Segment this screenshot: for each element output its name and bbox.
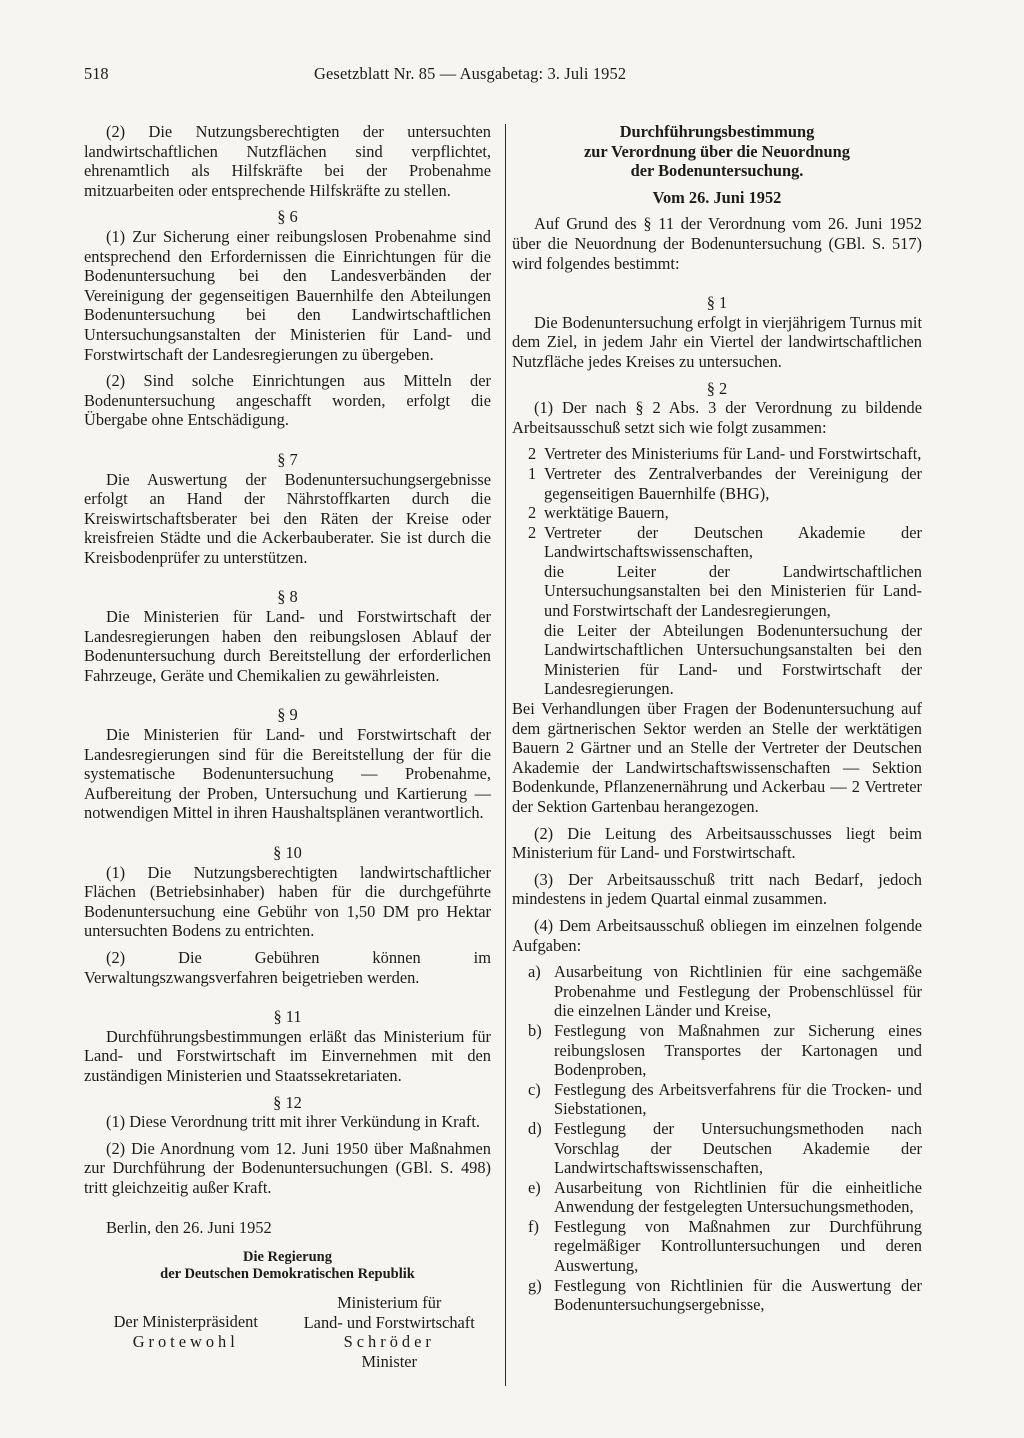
section-heading: § 12 [273,1092,302,1112]
list-item [512,962,922,1021]
list-text: Festlegung von Maßnahmen zur Sicherung eines reibungslosen Transportes der Kartonagen und Bodenproben, [554,1020,922,1080]
paragraph: Bei Verhandlungen über Fragen der Bodenuntersuchung auf dem gärtnerischen Sektor werden an Stelle der werktätigen Bauern 2 Gärtner und an Stelle der Vertreter der Deutschen Akademie der Landwirtschaftswissenschaften — Sektion Bodenkunde, Pflanzenernährung und Ackerbau — 2 Vertreter der Sektion Gartenbau herangezogen. [512,699,922,816]
section-heading: § 1 [706,293,728,313]
section-heading: § 2 [706,378,728,398]
list-text: Vertreter des Ministeriums für Land- und Forstwirtschaft, [544,444,922,464]
list-text: Ausarbeitung von Richtlinien für eine sachgemäße Probenahme und Festlegung der Probenschlüssel für die einzelnen Länder und Kreise, [554,962,922,1021]
paragraph: (3) Der Arbeitsausschuß tritt nach Bedarf, jedoch mindestens in jedem Quartal einmal zusammen. [512,869,922,909]
list-item [512,444,922,464]
signatory-name: Schröder [343,1332,435,1352]
signatory-name: Grotewohl [132,1331,239,1351]
list-item [512,1217,922,1276]
signatory-left [84,1293,288,1371]
list-continuation: die Leiter der Abteilungen Bodenuntersuchung der Landwirtschaftlichen Untersuchungsanstalten bei den Ministerien für Land- und Forstwirtschaft der Landesregierungen. [544,620,922,699]
signature-block [84,1249,491,1371]
list-label: c) [528,1079,541,1099]
list-text: Festlegung von Richtlinien für die Auswertung der Bodenuntersuchungsergebnisse, [554,1275,922,1315]
section-heading: § 10 [273,843,302,862]
place-date: Berlin, den 26. Juni 1952 [106,1217,272,1237]
list-item [512,1021,922,1080]
member-list [512,444,922,699]
paragraph: Die Auswertung der Bodenuntersuchungsergebnisse erfolgt an Hand der Nährstoffkarten durch die Kreiswirtschaftsberater bei den Räten der Kreise oder kreisfreien Städte und die Ackerbauberater. Sie ist durch die Kreisbodenprüfer zu unterstützen. [84,469,491,567]
paragraph: (2) Sind solche Einrichtungen aus Mitteln der Bodenuntersuchung angeschafft worden, erfolgt die Übergabe ohne Entschädigung. [84,371,491,430]
list-item [512,1178,922,1217]
right-column [512,122,922,1315]
signatory-title: Minister [361,1351,418,1371]
paragraph: (2) Die Leitung des Arbeitsausschusses liegt beim Ministerium für Land- und Forstwirtschaft. [512,823,922,863]
signatory-role: Ministerium für [337,1293,442,1313]
list-label: g) [528,1275,542,1295]
list-number: 1 [528,463,537,483]
paragraph: (2) Die Anordnung vom 12. Juni 1950 über Maßnahmen zur Durchführung der Bodenuntersuchungen (GBl. S. 498) tritt gleichzeitig außer Kraft. [84,1138,491,1197]
column-divider [505,124,506,1386]
paragraph: Die Ministerien für Land- und Forstwirtschaft der Landesregierungen sind für die Bereitstellung der für die systematische Bodenuntersuchung — Probenahme, Aufbereitung der Proben, Untersuchung und Kartierung — notwendigen Mittel in ihren Haushaltsplänen verantwortlich. [84,725,491,823]
paragraph: (1) Der nach § 2 Abs. 3 der Verordnung zu bildende Arbeitsausschuß setzt sich wie folgt zusammen: [512,398,922,437]
list-text: Ausarbeitung von Richtlinien für die einheitliche Anwendung der festgelegten Untersuchungsmethoden, [554,1177,922,1217]
list-item [512,1276,922,1315]
section-heading: § 7 [277,449,298,469]
page-header [84,64,696,86]
list-label: d) [528,1118,542,1138]
document-date: Vom 26. Juni 1952 [652,187,782,207]
left-column [84,122,491,1371]
paragraph: (2) Die Nutzungsberechtigten der untersuchten landwirtschaftlichen Nutzflächen sind verpflichtet, ehrenamtlich als Hilfskräfte bei der Probenahme mitzuarbeiten oder entsprechende Hilfskräfte zu stellen. [84,122,491,200]
paragraph: (1) Diese Verordnung tritt mit ihrer Verkündung in Kraft. [106,1112,481,1132]
signatory-role: Der Ministerpräsident [113,1312,258,1332]
section-heading: § 8 [277,587,298,607]
signatories [84,1293,491,1371]
list-text: Festlegung der Untersuchungsmethoden nach Vorschlag der Deutschen Akademie der Landwirtschaftswissenschaften, [554,1118,922,1178]
list-number: 2 [528,522,537,542]
list-text: Festlegung von Maßnahmen zur Durchführung regelmäßiger Kontrolluntersuchungen und deren Auswertung, [554,1216,922,1276]
paragraph: Durchführungsbestimmungen erläßt das Ministerium für Land- und Forstwirtschaft im Einvernehmen mit den zuständigen Ministerien und Staatssekretariaten. [84,1026,491,1085]
section-heading: § 6 [277,207,298,227]
list-item [512,503,922,523]
list-text: Vertreter der Deutschen Akademie der Landwirtschaftswissenschaften, [544,522,922,562]
list-label: a) [528,962,541,982]
list-label: e) [528,1177,541,1197]
list-number: 2 [528,444,537,464]
task-list [512,962,922,1315]
list-number: 2 [528,503,537,523]
paragraph: (1) Die Nutzungsberechtigten landwirtschaftlicher Flächen (Betriebsinhaber) haben für die durchgeführte Bodenuntersuchung eine Gebühr von 1,50 DM pro Hektar untersuchten Bodens zu entrichten. [84,862,491,941]
government-line-1: Die Regierung [243,1249,332,1266]
paragraph: (2) Die Gebühren können im Verwaltungszwangsverfahren beigetrieben werden. [84,947,491,987]
document-title: der Bodenuntersuchung. [630,161,804,181]
section-heading: § 11 [273,1007,302,1027]
page-number: 518 [84,64,109,83]
list-label: f) [528,1216,539,1236]
paragraph: Auf Grund des § 11 der Verordnung vom 26. Juni 1952 über die Neuordnung der Bodenuntersuchung (GBl. S. 517) wird folgendes bestimmt: [512,214,922,273]
signatory-right [288,1293,492,1371]
paragraph: Die Ministerien für Land- und Forstwirtschaft der Landesregierungen haben den reibungslosen Ablauf der Bodenuntersuchung durch Bereitstellung der erforderlichen Fahrzeuge, Geräte und Chemikalien zu gewährleisten. [84,607,491,685]
list-item [512,1080,922,1119]
list-text: Festlegung des Arbeitsverfahrens für die Trocken- und Siebstationen, [554,1079,922,1119]
document-title: zur Verordnung über die Neuordnung [584,141,850,161]
list-label: b) [528,1020,542,1040]
section-heading: § 9 [277,705,298,725]
government-line-2: der Deutschen Demokratischen Republik [160,1266,415,1283]
document-title: Durchführungsbestimmung [619,122,815,141]
list-text: werktätige Bauern, [544,503,669,523]
paragraph: (1) Zur Sicherung einer reibungslosen Probenahme sind entsprechend den Erfordernissen die Einrichtungen für die Bodenuntersuchung bei den Landesverbänden der Vereinigung der gegenseitigen Bauernhilfe den Abteilungen Bodenuntersuchung bei den Landwirtschaftlichen Untersuchungsanstalten der Ministerien für Land- und Forstwirtschaft der Landesregierungen zu übergeben. [84,226,491,364]
paragraph: Die Bodenuntersuchung erfolgt in vierjährigem Turnus mit dem Ziel, in jedem Jahr ein Viertel der landwirtschaftlichen Nutzfläche jedes Kreises zu untersuchen. [512,312,922,371]
list-item [512,1119,922,1178]
running-title: Gesetzblatt Nr. 85 — Ausgabetag: 3. Juli 1952 [314,64,627,83]
paragraph: (4) Dem Arbeitsausschuß obliegen im einzelnen folgende Aufgaben: [512,915,922,955]
list-continuation: die Leiter der Landwirtschaftlichen Untersuchungsanstalten bei den Ministerien für Land- und Forstwirtschaft der Landesregierungen, [544,561,922,621]
signatory-role: Land- und Forstwirtschaft [303,1312,475,1332]
list-item [512,464,922,503]
list-item [512,523,922,562]
list-text: Vertreter des Zentralverbandes der Vereinigung der gegenseitigen Bauernhilfe (BHG), [544,463,922,503]
